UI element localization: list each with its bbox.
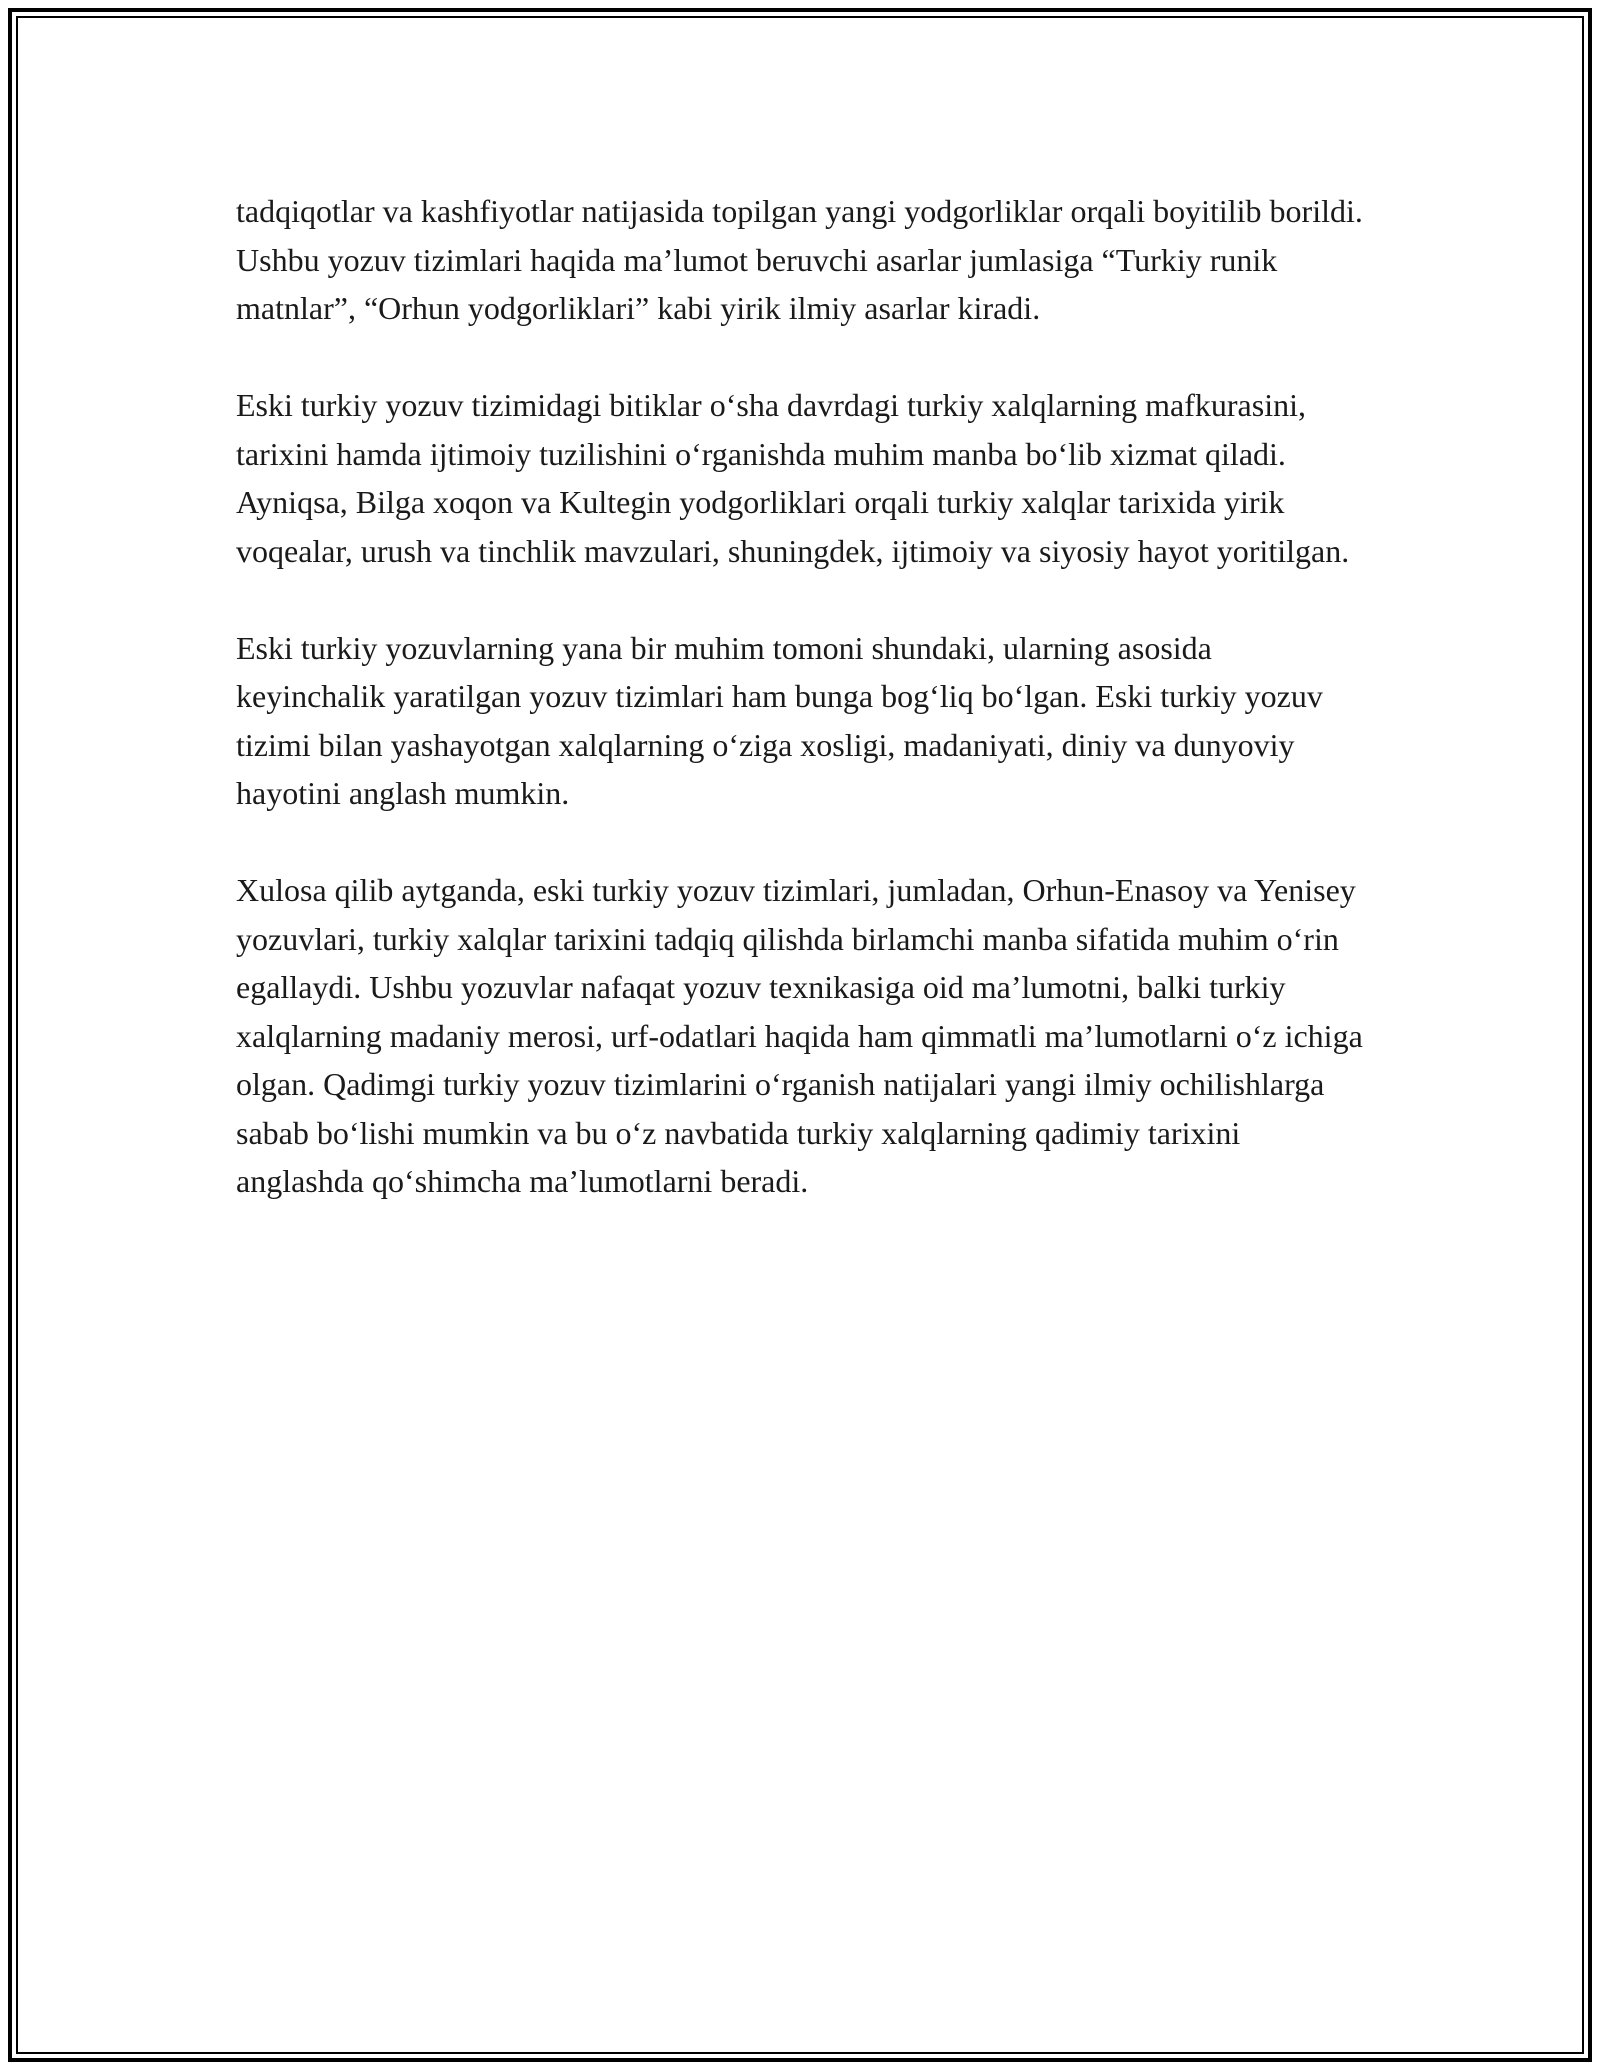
paragraph-1: tadqiqotlar va kashfiyotlar natijasida topilgan yangi yodgorliklar orqali boyitilib borildi. Ushbu yozuv tizimlari haqida ma’lumot beruvchi asarlar jumlasiga “Turkiy runik matnlar”, “Orhun yodgorliklari” kabi yirik ilmiy asarlar kiradi. [236,193,1363,326]
paragraph-4: Xulosa qilib aytganda, eski turkiy yozuv tizimlari, jumladan, Orhun-Enasoy va Yenisey yozuvlari, turkiy xalqlar tarixini tadqiq qilishda birlamchi manba sifatida muhim o‘rin egallaydi. Ushbu yozuvlar nafaqat yozuv texnikasiga oid ma’lumotni, balki turkiy xalqlarning madaniy merosi, urf-odatlari haqida ham qimmatli ma’lumotlarni o‘z ichiga olgan. Qadimgi turkiy yozuv tizimlarini o‘rganish natijalari yangi ilmiy ochilishlarga sabab bo‘lishi mumkin va bu o‘z navbatida turkiy xalqlarning qadimiy tarixini anglashda qo‘shimcha ma’lumotlarni beradi. [236,872,1363,1199]
document-body [236,187,1366,1254]
paragraph-2: Eski turkiy yozuv tizimidagi bitiklar o‘sha davrdagi turkiy xalqlarning mafkurasini, tarixini hamda ijtimoiy tuzilishini o‘rganishda muhim manba bo‘lib xizmat qiladi. Ayniqsa, Bilga xoqon va Kultegin yodgorliklari orqali turkiy xalqlar tarixida yirik voqealar, urush va tinchlik mavzulari, shuningdek, ijtimoiy va siyosiy hayot yoritilgan. [236,387,1350,569]
paragraph-3: Eski turkiy yozuvlarning yana bir muhim tomoni shundaki, ularning asosida keyinchalik yaratilgan yozuv tizimlari ham bunga bog‘liq bo‘lgan. Eski turkiy yozuv tizimi bilan yashayotgan xalqlarning o‘ziga xosligi, madaniyati, diniy va dunyoviy hayotini anglash mumkin. [236,629,1323,811]
